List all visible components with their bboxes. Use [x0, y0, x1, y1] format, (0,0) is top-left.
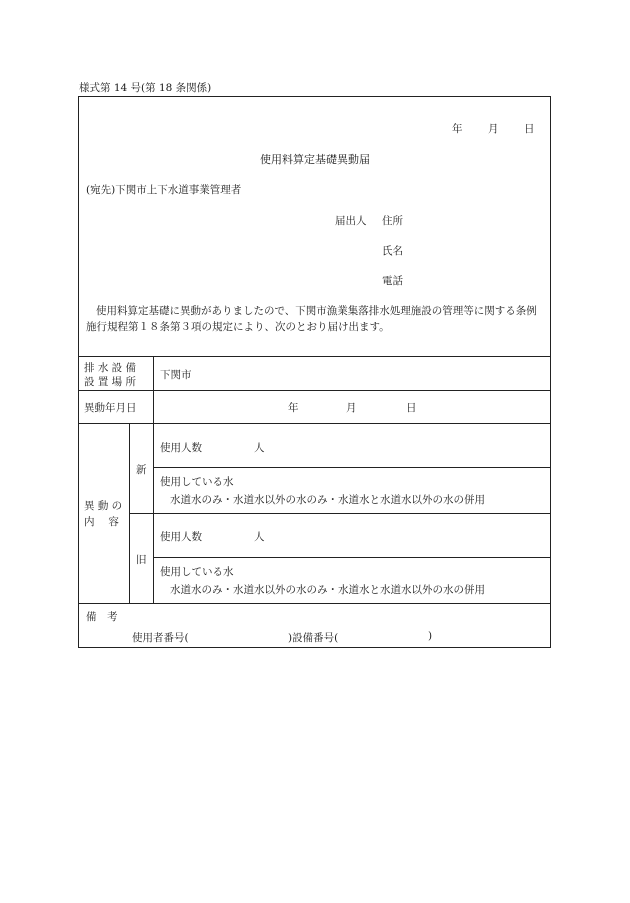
- address-label: 住所: [382, 215, 403, 227]
- form-frame: [78, 96, 551, 648]
- addressee: (宛先)下関市上下水道事業管理者: [86, 184, 242, 196]
- applicant-label: 届出人: [335, 215, 367, 227]
- old-users-count-label: 使用人数: [160, 531, 202, 543]
- location-label-line1: 排 水 設 備: [84, 362, 137, 374]
- change-date-month[interactable]: 月: [346, 402, 357, 414]
- old-label: 旧: [136, 554, 147, 566]
- header-date-day: 日: [524, 123, 535, 135]
- new-inner-divider: [153, 467, 551, 468]
- form-title: 使用料算定基礎異動届: [260, 153, 370, 166]
- old-water-used-label: 使用している水: [160, 566, 234, 578]
- new-old-divider: [129, 513, 551, 514]
- user-number-label: 使用者番号(: [132, 632, 189, 644]
- name-label: 氏名: [382, 245, 403, 257]
- change-date-label: 異動年月日: [84, 402, 137, 414]
- new-old-column-divider: [129, 423, 130, 603]
- new-users-count-label: 使用人数: [160, 442, 202, 454]
- phone-label: 電話: [382, 275, 403, 287]
- facility-number-label: )設備番号(: [288, 632, 339, 644]
- change-content-label-line2: 内 容: [84, 516, 119, 528]
- old-water-options[interactable]: 水道水のみ・水道水以外の水のみ・水道水と水道水以外の水の併用: [170, 584, 485, 596]
- row-divider-1: [78, 390, 551, 391]
- change-content-label-line1: 異 動 の: [84, 500, 123, 512]
- form-number-label: 様式第 14 号(第 18 条関係): [79, 82, 212, 94]
- location-value[interactable]: 下関市: [160, 369, 192, 381]
- row-divider-2: [78, 423, 551, 424]
- change-date-day[interactable]: 日: [406, 402, 417, 414]
- remarks-divider: [78, 603, 551, 604]
- change-date-year[interactable]: 年: [288, 402, 299, 414]
- new-water-options[interactable]: 水道水のみ・水道水以外の水のみ・水道水と水道水以外の水の併用: [170, 494, 485, 506]
- facility-number-closing: ): [428, 630, 433, 642]
- new-users-count-unit: 人: [254, 442, 265, 454]
- remarks-label: 備 考: [86, 611, 118, 623]
- old-users-count-unit: 人: [254, 531, 265, 543]
- new-label: 新: [136, 464, 147, 476]
- location-label-line2: 設 置 場 所: [84, 376, 137, 388]
- intro-paragraph: 使用料算定基礎に異動がありましたので、下関市漁業集落排水処理施設の管理等に関する条例施行規程第１８条第３項の規定により、次のとおり届け出ます。: [86, 305, 537, 333]
- header-date-year: 年: [452, 123, 463, 135]
- new-water-used-label: 使用している水: [160, 476, 234, 488]
- old-inner-divider: [153, 557, 551, 558]
- table-top-line: [78, 356, 551, 357]
- header-date-month: 月: [488, 123, 499, 135]
- label-column-divider: [153, 356, 154, 603]
